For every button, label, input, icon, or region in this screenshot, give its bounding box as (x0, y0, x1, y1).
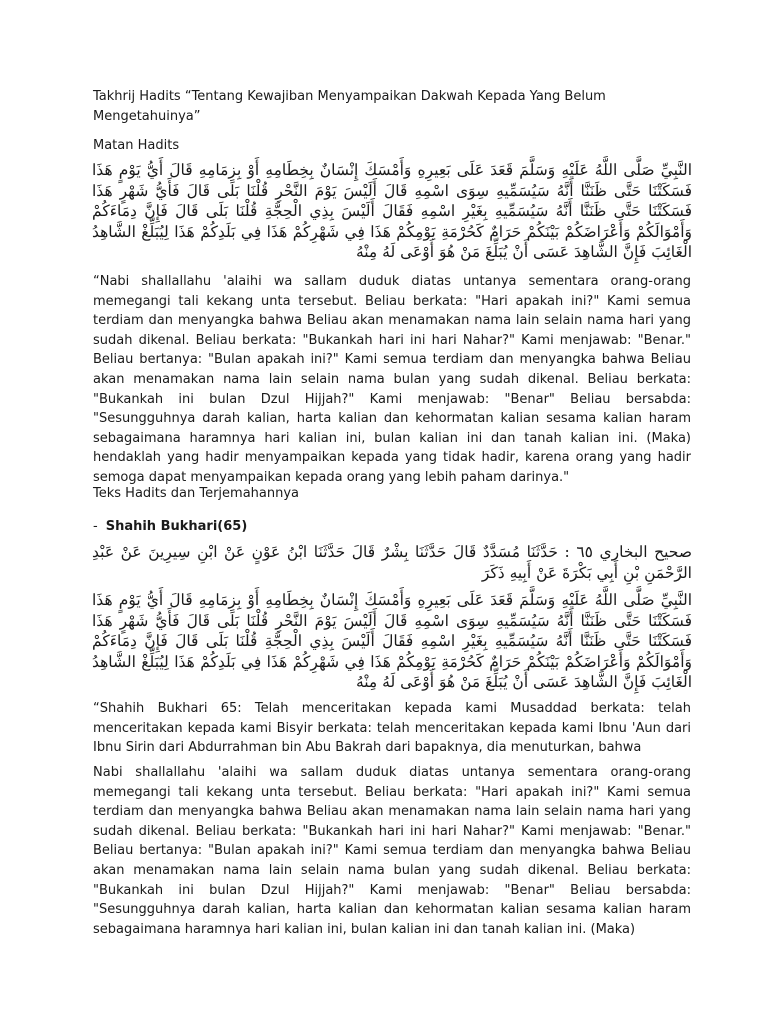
teks-hadits-heading: Teks Hadits dan Terjemahannya (93, 486, 300, 501)
arabic-sanad-text: صحيح البخاري ٦٥ : حَدَّثَنَا مُسَدَّدٌ قَالَ حَدَّثَنَا بِشْرٌ قَالَ حَدَّثَنَا ابْنُ عَوْنٍ عَنْ ابْنِ سِيرِينَ عَنْ عَبْدِ الرَّحْمَنِ بْنِ أَبِي بَكْرَةَ عَنْ أَبِيهِ ذَكَرَ (92, 543, 692, 582)
matan-heading: Matan Hadits (93, 138, 180, 153)
translation-sanad-paragraph: “Shahih Bukhari 65: Telah menceritakan kepada kami Musaddad berkata: telah menceritakan kepada kami Bisyir berkata: telah menceritakan kepada kami Ibnu 'Aun dari Ibnu Sirin dari Abdurrahman bin Abu Bakrah dari bapaknya, dia menuturkan, bahwa (93, 701, 691, 756)
bukhari-heading-label: Shahih Bukhari(65) (105, 519, 248, 534)
bukhari-heading (93, 517, 691, 537)
arabic-matan-text-2: النَّبِيِّ صَلَّى اللَّهُ عَلَيْهِ وَسَلَّمَ قَعَدَ عَلَى بَعِيرِهِ وَأَمْسَكَ إِنْسَانٌ بِخِطَامِهِ أَوْ بِزِمَامِهِ قَالَ أَيُّ يَوْمٍ هَذَا فَسَكَتْنَا حَتَّى ظَنَنَّا أَنَّهُ سَيُسَمِّيهِ سِوَى اسْمِهِ قَالَ أَلَيْسَ يَوْمَ النَّحْرِ قُلْنَا بَلَى قَالَ فَأَيُّ شَهْرٍ هَذَا فَسَكَتْنَا حَتَّى ظَنَنَّا أَنَّهُ سَيُسَمِّيهِ بِغَيْرِ اسْمِهِ فَقَالَ أَلَيْسَ بِذِي الْحِجَّةِ قُلْنَا بَلَى قَالَ فَإِنَّ دِمَاءَكُمْ وَأَمْوَالَكُمْ وَأَعْرَاضَكُمْ بَيْنَكُمْ حَرَامٌ كَحُرْمَةِ يَوْمِكُمْ هَذَا فِي شَهْرِكُمْ هَذَا فِي بَلَدِكُمْ هَذَا لِيُبَلِّغْ الشَّاهِدُ الْغَائِبَ فَإِنَّ الشَّاهِدَ عَسَى أَنْ يُبَلِّغَ مَنْ هُوَ أَوْعَى لَهُ مِنْهُ (92, 591, 692, 691)
document-title: Takhrij Hadits “Tentang Kewajiban Menyampaikan Dakwah Kepada Yang Belum Mengetahuinya” (93, 89, 606, 124)
bullet-dash: - (93, 519, 98, 534)
translation-paragraph-1: “Nabi shallallahu 'alaihi wa sallam duduk diatas untanya sementara orang-orang memegangi tali kekang unta tersebut. Beliau berkata: "Hari apakah ini?" Kami semua terdiam dan menyangka bahwa Beliau akan menamakan nama lain selain nama hari yang sudah dikenal. Beliau berkata: "Bukankah hari ini hari Nahar?" Kami menjawab: "Benar." Beliau bertanya: "Bulan apakah ini?" Kami semua terdiam dan menyangka bahwa Beliau akan menamakan nama lain selain nama bulan yang sudah dikenal. Beliau berkata: "Bukankah ini bulan Dzul Hijjah?" Kami menjawab: "Benar" Beliau bersabda: "Sesungguhnya darah kalian, harta kalian dan kehormatan kalian sesama kalian haram sebagaimana haramnya hari kalian ini, bulan kalian ini dan tanah kalian ini. (Maka) hendaklah yang hadir menyampaikan kepada yang tidak hadir, karena orang yang hadir semoga dapat menyampaikan kepada orang yang lebih paham darinya." (93, 274, 691, 485)
arabic-matan-text: النَّبِيِّ صَلَّى اللَّهُ عَلَيْهِ وَسَلَّمَ قَعَدَ عَلَى بَعِيرِهِ وَأَمْسَكَ إِنْسَانٌ بِخِطَامِهِ أَوْ بِزِمَامِهِ قَالَ أَيُّ يَوْمٍ هَذَا فَسَكَتْنَا حَتَّى ظَنَنَّا أَنَّهُ سَيُسَمِّيهِ سِوَى اسْمِهِ قَالَ أَلَيْسَ يَوْمَ النَّحْرِ قُلْنَا بَلَى قَالَ فَأَيُّ شَهْرٍ هَذَا فَسَكَتْنَا حَتَّى ظَنَنَّا أَنَّهُ سَيُسَمِّيهِ بِغَيْرِ اسْمِهِ فَقَالَ أَلَيْسَ بِذِي الْحِجَّةِ قُلْنَا بَلَى قَالَ فَإِنَّ دِمَاءَكُمْ وَأَمْوَالَكُمْ وَأَعْرَاضَكُمْ بَيْنَكُمْ حَرَامٌ كَحُرْمَةِ يَوْمِكُمْ هَذَا فِي شَهْرِكُمْ هَذَا فِي بَلَدِكُمْ هَذَا لِيُبَلِّغْ الشَّاهِدُ الْغَائِبَ فَإِنَّ الشَّاهِدَ عَسَى أَنْ يُبَلِّغَ مَنْ هُوَ أَوْعَى لَهُ مِنْهُ (92, 161, 692, 261)
translation-paragraph-2: Nabi shallallahu 'alaihi wa sallam duduk diatas untanya sementara orang-orang memegangi tali kekang unta tersebut. Beliau berkata: "Hari apakah ini?" Kami semua terdiam dan menyangka bahwa Beliau akan menamakan nama lain selain nama hari yang sudah dikenal. Beliau berkata: "Bukankah hari ini hari Nahar?" Kami menjawab: "Benar." Beliau bertanya: "Bulan apakah ini?" Kami semua terdiam dan menyangka bahwa Beliau akan menamakan nama lain selain nama bulan yang sudah dikenal. Beliau berkata: "Bukankah ini bulan Dzul Hijjah?" Kami menjawab: "Benar" Beliau bersabda: "Sesungguhnya darah kalian, harta kalian dan kehormatan kalian sesama kalian haram sebagaimana haramnya hari kalian ini, bulan kalian ini dan tanah kalian ini. (Maka) (93, 765, 691, 937)
